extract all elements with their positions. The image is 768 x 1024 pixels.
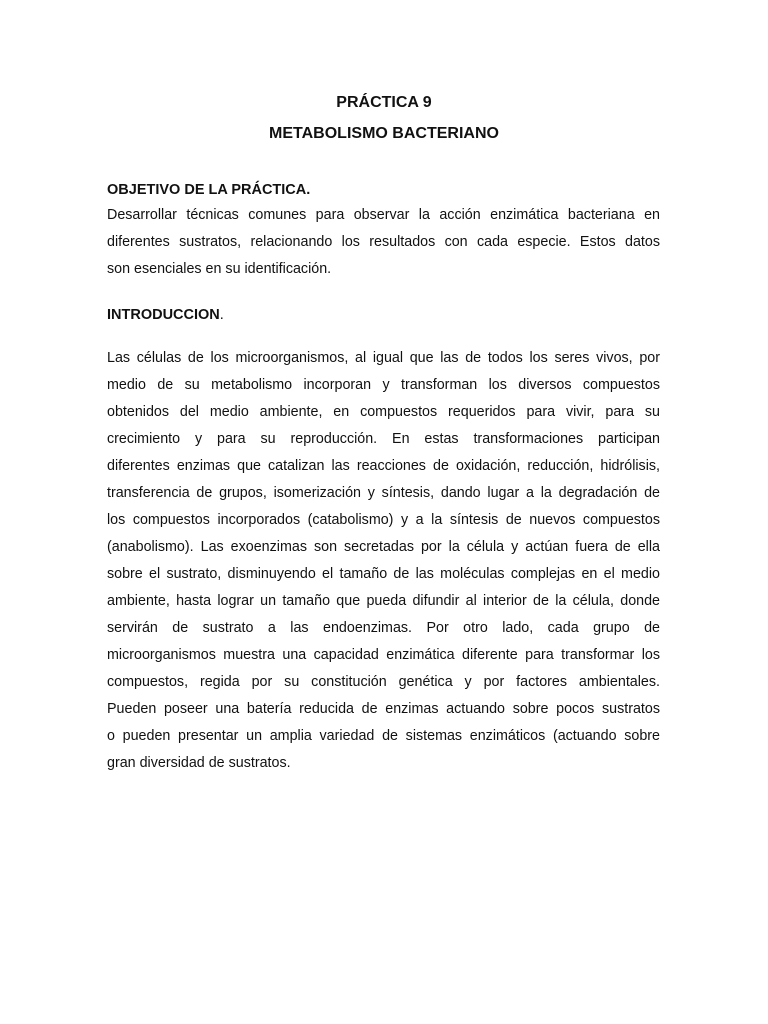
introduction-line: medio de su metabolismo incorporan y transforman los diversos compuestos (107, 377, 660, 393)
introduction-line: diferentes enzimas que catalizan las reacciones de oxidación, reducción, hidrólisis, (107, 458, 660, 474)
introduction-line: (anabolismo). Las exoenzimas son secretadas por la célula y actúan fuera de ella (107, 539, 660, 555)
introduction-heading (107, 306, 224, 324)
introduction-line: sobre el sustrato, disminuyendo el tamaño de las moléculas complejas en el medio (107, 566, 660, 582)
introduction-heading-period: . (219, 307, 224, 323)
introduction-line: transferencia de grupos, isomerización y síntesis, dando lugar a la degradación de (107, 485, 660, 501)
introduction-line: los compuestos incorporados (catabolismo) y a la síntesis de nuevos compuestos (107, 512, 660, 528)
objective-heading: OBJETIVO DE LA PRÁCTICA. (107, 182, 311, 198)
objective-line: diferentes sustratos, relacionando los resultados con cada especie. Estos datos (107, 234, 660, 250)
introduction-heading-text: INTRODUCCION (107, 307, 220, 323)
introduction-line: compuestos, regida por su constitución genética y por factores ambientales. (107, 674, 660, 690)
objective-line: Desarrollar técnicas comunes para observar la acción enzimática bacteriana en (107, 207, 660, 223)
introduction-line: servirán de sustrato a las endoenzimas. Por otro lado, cada grupo de (107, 620, 660, 636)
objective-line: son esenciales en su identificación. (107, 261, 332, 277)
introduction-line: o pueden presentar un amplia variedad de sistemas enzimáticos (actuando sobre (107, 728, 660, 744)
introduction-line: gran diversidad de sustratos. (107, 755, 291, 771)
objective-paragraph (107, 202, 660, 283)
introduction-line: Las células de los microorganismos, al igual que las de todos los seres vivos, por (107, 350, 660, 366)
practice-topic-title: METABOLISMO BACTERIANO (269, 125, 499, 142)
introduction-line: Pueden poseer una batería reducida de enzimas actuando sobre pocos sustratos (107, 701, 660, 717)
introduction-line: ambiente, hasta lograr un tamaño que pueda difundir al interior de la célula, donde (107, 593, 660, 609)
introduction-paragraph (107, 345, 660, 777)
introduction-line: microorganismos muestra una capacidad enzimática diferente para transformar los (107, 647, 660, 663)
introduction-line: obtenidos del medio ambiente, en compuestos requeridos para vivir, para su (107, 404, 660, 420)
introduction-line: crecimiento y para su reproducción. En estas transformaciones participan (107, 431, 660, 447)
practice-number-title: PRÁCTICA 9 (336, 94, 432, 111)
